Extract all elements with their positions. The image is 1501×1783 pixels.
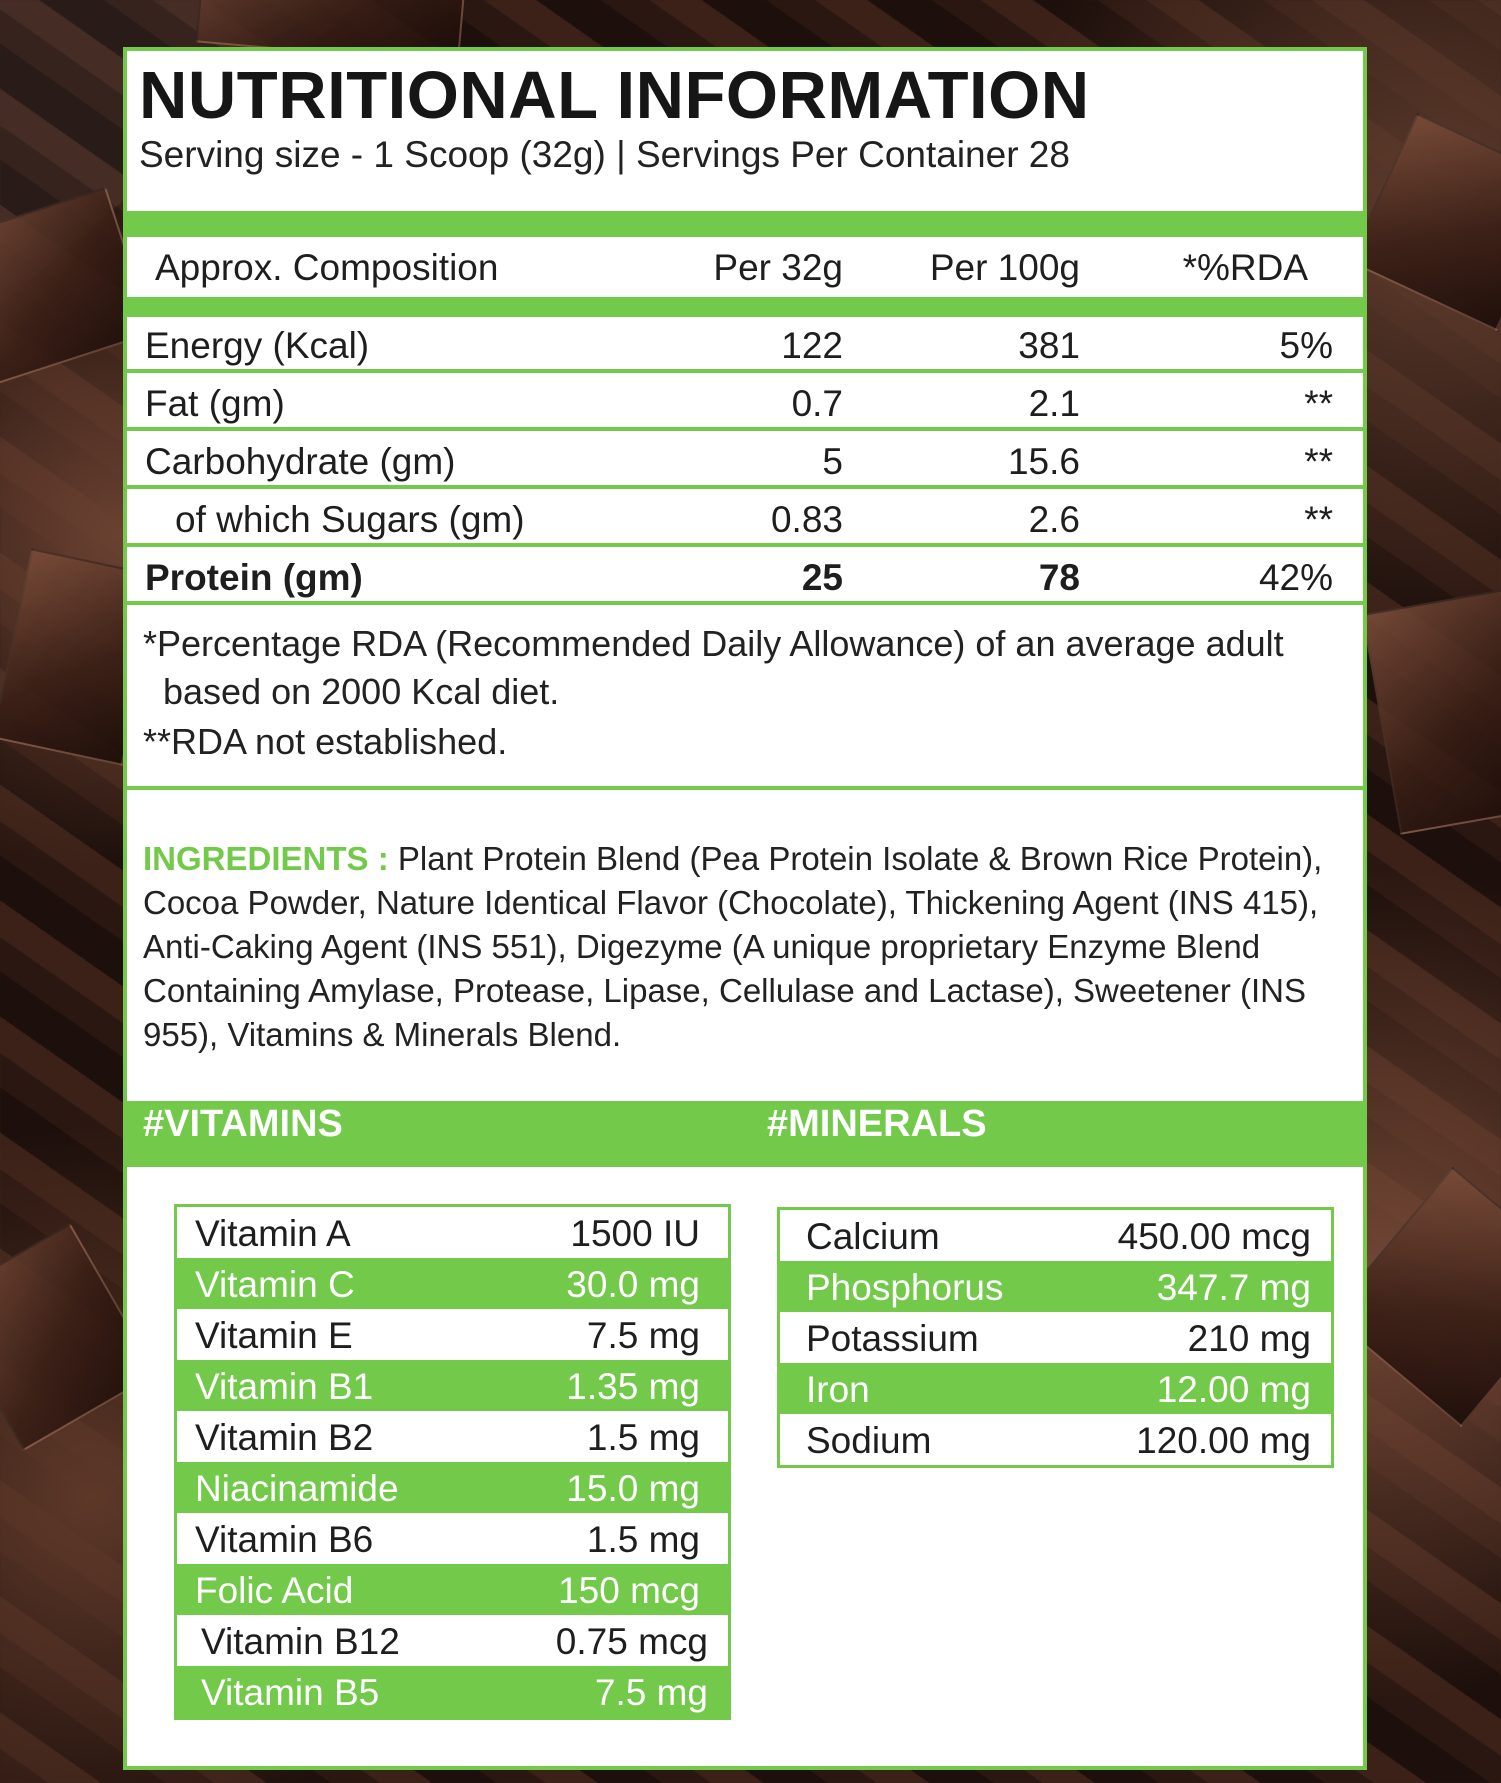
vitamin-name: Folic Acid — [195, 1570, 354, 1611]
row-divider — [127, 369, 1363, 373]
vitamin-row — [177, 1360, 728, 1411]
per-100g-value: 2.6 — [1028, 499, 1080, 540]
mineral-amount: 210 mg — [1187, 1318, 1311, 1359]
rda-note-continued: based on 2000 Kcal diet. — [163, 671, 560, 712]
mineral-name: Potassium — [806, 1318, 979, 1359]
mineral-name: Iron — [806, 1369, 870, 1410]
vitamin-name: Vitamin B1 — [195, 1366, 374, 1407]
mineral-name: Sodium — [806, 1420, 932, 1461]
vitamins-title: #VITAMINS — [143, 1103, 343, 1145]
mineral-amount: 450.00 mcg — [1117, 1216, 1311, 1257]
header-per-100g: Per 100g — [929, 247, 1080, 288]
rda-value: 5% — [1279, 325, 1333, 366]
chocolate-piece — [1348, 113, 1501, 331]
row-divider — [127, 543, 1363, 547]
nutrient-name: Protein (gm) — [145, 557, 363, 598]
vitamin-row — [177, 1462, 728, 1513]
vitamin-amount: 1500 IU — [570, 1213, 700, 1254]
vitamin-amount: 15.0 mg — [566, 1468, 700, 1509]
table-row — [127, 549, 1363, 601]
rda-value: ** — [1304, 383, 1333, 424]
serving-info: Serving size - 1 Scoop (32g) | Servings Per Container 28 — [139, 134, 1070, 175]
mineral-row — [780, 1261, 1331, 1312]
vitamin-amount: 7.5 mg — [594, 1672, 708, 1713]
nutrition-panel — [123, 47, 1367, 1770]
vitamin-amount: 1.5 mg — [586, 1519, 700, 1560]
vitamin-row — [177, 1513, 728, 1564]
header-rda: *%RDA — [1182, 247, 1308, 288]
vitamin-row — [177, 1309, 728, 1360]
nutrient-name: Fat (gm) — [145, 383, 285, 424]
rda-value: 42% — [1258, 557, 1333, 598]
row-divider — [127, 601, 1363, 605]
table-row — [127, 375, 1363, 427]
vitamin-name: Vitamin C — [195, 1264, 355, 1305]
rda-not-established-note: **RDA not established. — [143, 721, 508, 762]
header-per-32g: Per 32g — [713, 247, 843, 288]
per-32g-value: 0.7 — [791, 383, 843, 424]
mineral-name: Calcium — [806, 1216, 940, 1257]
vitamin-name: Vitamin A — [195, 1213, 351, 1254]
ingredients-text — [143, 837, 1353, 1057]
row-divider — [127, 485, 1363, 489]
row-divider — [127, 427, 1363, 431]
per-32g-value: 25 — [801, 557, 843, 598]
vitamin-row — [177, 1207, 728, 1258]
ingredients-list: Plant Protein Blend (Pea Protein Isolate & Brown Rice Protein), Cocoa Powder, Nature Identical Flavor (Chocolate), Thickening Agent (INS 415), Anti-Caking Agent (INS 551), Digezyme (A unique proprietary Enzyme Blend Containing Amylase, Protease, Lipase, Cellulase and Lactase), Sweetener (INS 955), Vitamins & Minerals Blend. — [143, 840, 1323, 1053]
vitamin-amount: 7.5 mg — [586, 1315, 700, 1356]
vitamin-name: Niacinamide — [195, 1468, 399, 1509]
page-title: NUTRITIONAL INFORMATION — [139, 58, 1090, 133]
mineral-row — [780, 1363, 1331, 1414]
mineral-name: Phosphorus — [806, 1267, 1004, 1308]
vitamin-row — [177, 1615, 728, 1666]
minerals-table — [777, 1207, 1334, 1468]
ingredients-label: INGREDIENTS : — [143, 840, 389, 877]
per-100g-value: 381 — [1018, 325, 1080, 366]
vitamin-amount: 0.75 mcg — [555, 1621, 708, 1662]
rda-value: ** — [1304, 499, 1333, 540]
mineral-row — [780, 1312, 1331, 1363]
vitamin-name: Vitamin E — [195, 1315, 353, 1356]
nutrient-name: of which Sugars (gm) — [175, 499, 525, 540]
table-row — [127, 491, 1363, 543]
mineral-amount: 347.7 mg — [1156, 1267, 1311, 1308]
vitamin-row — [177, 1666, 728, 1717]
vitamin-row — [177, 1258, 728, 1309]
nutrient-name: Carbohydrate (gm) — [145, 441, 456, 482]
mineral-row — [780, 1414, 1331, 1465]
green-divider — [127, 297, 1363, 317]
per-32g-value: 0.83 — [770, 499, 843, 540]
per-100g-value: 15.6 — [1007, 441, 1080, 482]
mineral-amount: 120.00 mg — [1136, 1420, 1311, 1461]
table-row — [127, 433, 1363, 485]
vitamin-amount: 30.0 mg — [566, 1264, 700, 1305]
section-divider — [127, 786, 1363, 790]
vitamin-name: Vitamin B5 — [201, 1672, 380, 1713]
green-divider — [127, 211, 1363, 237]
per-32g-value: 122 — [781, 325, 843, 366]
mineral-row — [780, 1210, 1331, 1261]
minerals-title: #MINERALS — [767, 1103, 987, 1145]
per-100g-value: 2.1 — [1028, 383, 1080, 424]
rda-value: ** — [1304, 441, 1333, 482]
header-composition: Approx. Composition — [155, 247, 499, 288]
vitamins-table — [174, 1204, 731, 1720]
table-header-row — [127, 239, 1363, 291]
rda-note: *Percentage RDA (Recommended Daily Allowance) of an average adult — [143, 623, 1284, 664]
vitamin-amount: 150 mcg — [558, 1570, 700, 1611]
vitamin-name: Vitamin B12 — [201, 1621, 400, 1662]
per-32g-value: 5 — [822, 441, 843, 482]
vitamin-row — [177, 1564, 728, 1615]
vitamin-amount: 1.5 mg — [586, 1417, 700, 1458]
vitamin-name: Vitamin B2 — [195, 1417, 374, 1458]
mineral-amount: 12.00 mg — [1156, 1369, 1311, 1410]
per-100g-value: 78 — [1038, 557, 1080, 598]
vitamin-row — [177, 1411, 728, 1462]
vitamin-amount: 1.35 mg — [566, 1366, 700, 1407]
chocolate-piece — [1362, 589, 1501, 835]
table-row — [127, 317, 1363, 369]
nutrient-name: Energy (Kcal) — [145, 325, 370, 366]
vitamin-name: Vitamin B6 — [195, 1519, 374, 1560]
